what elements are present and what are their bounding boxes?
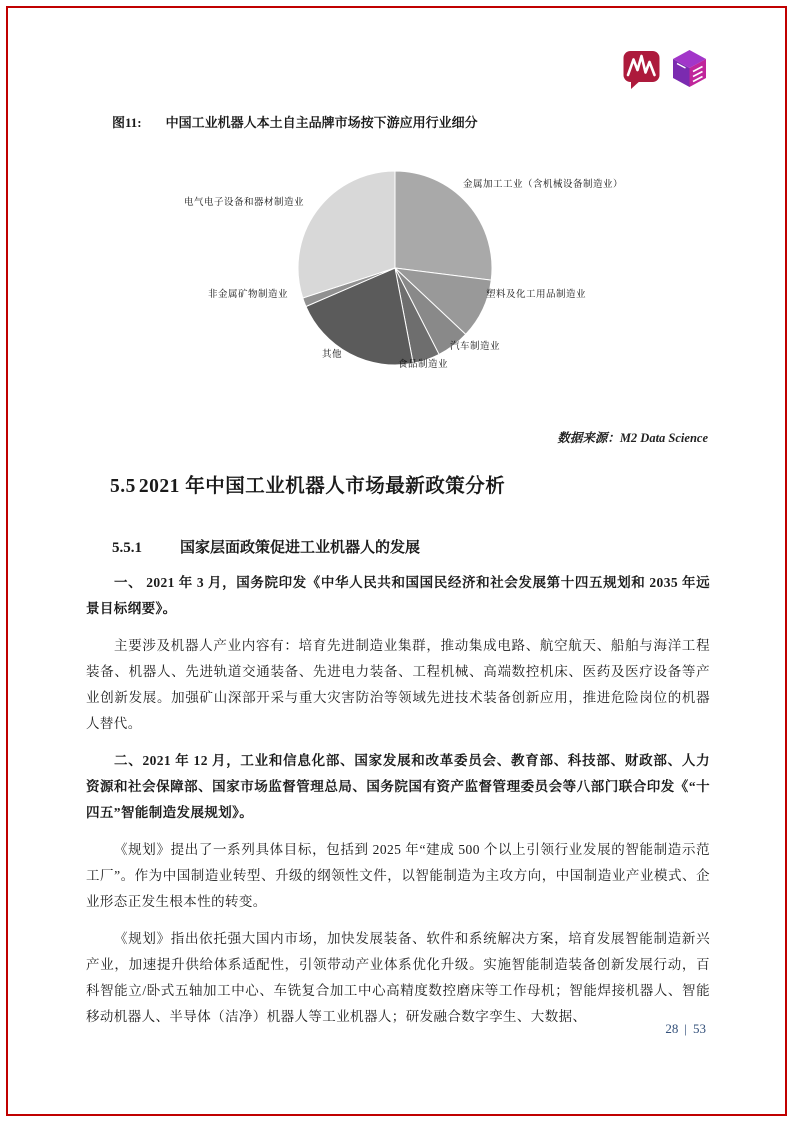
section-heading-5-5-1	[112, 536, 420, 557]
section-title: 2021 年中国工业机器人市场最新政策分析	[138, 476, 506, 497]
page-number-separator: |	[684, 1021, 687, 1036]
paragraph: 《规划》提出了一系列具体目标，包括到 2025 年“建成 500 个以上引领行业发展的智能制造示范工厂”。作为中国制造业转型、升级的纲领性文件，以智能制造为主攻方向，中国制造业产业模式、企业形态正发生根本性的转变。	[86, 842, 710, 909]
figure-title: 中国工业机器人本土自主品牌市场按下游应用行业细分	[165, 115, 478, 130]
paragraph: 《规划》指出依托强大国内市场，加快发展装备、软件和系统解决方案，培育发展智能制造新兴产业，加速提升供给体系适配性，引领带动产业体系优化升级。实施智能制造装备创新发展行动，百科智能立/卧式五轴加工中心、车铣复合加工中心高精度数控磨床等工作母机；智能焊接机器人、智能移动机器人、半导体（洁净）机器人等工业机器人；研发融合数字孪生、大数据、	[86, 931, 710, 1024]
red-speech-bubble-logo-icon	[621, 47, 662, 90]
pie-slice-label: 食品制造业	[398, 360, 449, 370]
subsection-title: 国家层面政策促进工业机器人的发展	[180, 540, 421, 556]
page-number	[86, 1021, 706, 1037]
figure-label: 图11:	[112, 115, 142, 130]
paragraph: 一、 2021 年 3 月，国务院印发《中华人民共和国国民经济和社会发展第十四五规划和 2035 年远景目标纲要》。	[86, 575, 710, 616]
pie-slice-label: 塑料及化工用品制造业	[486, 290, 587, 300]
section-heading-5-5	[110, 470, 505, 498]
pie-slice-label: 其他	[322, 350, 343, 360]
section-number: 5.5	[110, 476, 136, 497]
pie-chart-area	[150, 158, 710, 403]
page-number-total: 53	[693, 1021, 706, 1036]
subsection-number: 5.5.1	[112, 540, 142, 556]
policy-paragraphs	[86, 570, 710, 1041]
page-number-current: 28	[665, 1021, 679, 1036]
pie-slice-label: 非金属矿物制造业	[208, 290, 289, 300]
data-source: 数据来源：M2 Data Science	[557, 431, 708, 445]
pie-slice-label: 金属加工工业（含机械设备制造业）	[463, 180, 624, 190]
header-logos	[621, 47, 710, 90]
figure-caption	[112, 112, 712, 131]
pie-slice-label: 电气电子设备和器材制造业	[184, 198, 305, 208]
paragraph: 主要涉及机器人产业内容有：培育先进制造业集群，推动集成电路、航空航天、船舶与海洋工程装备、机器人、先进轨道交通装备、先进电力装备、工程机械、高端数控机床、医药及医疗设备等产业创新发展。加强矿山深部开采与重大灾害防治等领域先进技术装备创新应用，推进危险岗位的机器人替代。	[86, 638, 710, 731]
purple-cube-logo-icon	[669, 47, 710, 90]
paragraph: 二、2021 年 12 月，工业和信息化部、国家发展和改革委员会、教育部、科技部、财政部、人力资源和社会保障部、国家市场监督管理总局、国务院国有资产监督管理委员会等八部门联合印发《“十四五”智能制造发展规划》。	[86, 753, 710, 820]
pie-slice-label: 汽车制造业	[450, 342, 501, 352]
